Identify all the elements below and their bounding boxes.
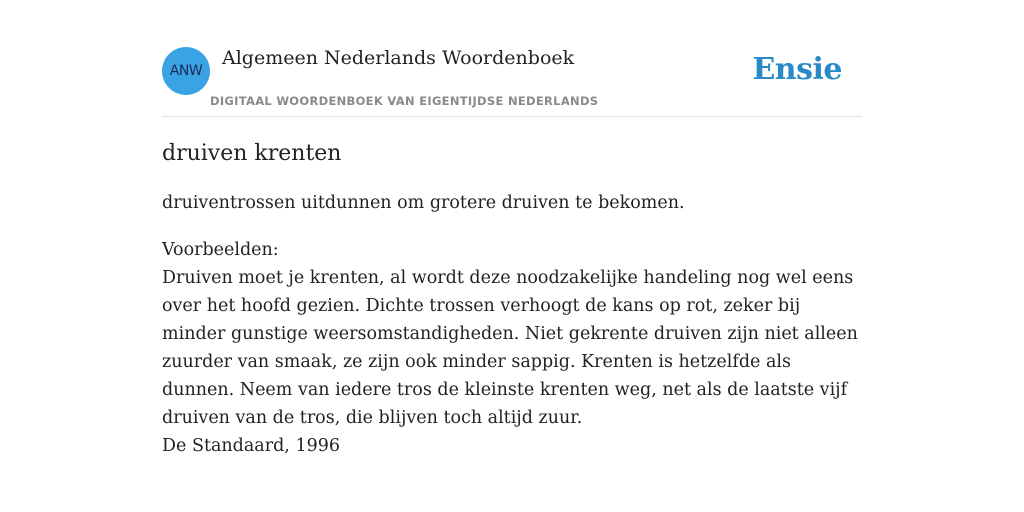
entry-definition: druiventrossen uitdunnen om grotere druiven te bekomen.	[162, 193, 685, 213]
example-source: De Standaard, 1996	[162, 436, 340, 456]
site-subtitle: DIGITAAL WOORDENBOEK VAN EIGENTIJDSE NEDERLANDS	[210, 94, 599, 108]
example-text: Druiven moet je krenten, al wordt deze noodzakelijke handeling nog wel eens over het hoofd gezien. Dichte trossen verhoogt de kans op rot, zeker bij minder gunstige weersomstandigheden. Niet gekrente druiven zijn niet alleen zuurder van smaak, ze zijn ook minder sappig. Krenten is hetzelfde als dunnen. Neem van iedere tros de kleinste krenten weg, net als de laatste vijf druiven van de tros, die blijven toch altijd zuur.	[162, 268, 858, 428]
examples-label: Voorbeelden:	[162, 240, 279, 260]
ensie-brand-logo[interactable]: Ensie	[752, 52, 842, 87]
entry-headword: druiven krenten	[162, 141, 342, 166]
examples-section	[162, 236, 862, 460]
site-header	[162, 44, 862, 117]
site-title[interactable]: Algemeen Nederlands Woordenboek	[222, 47, 575, 69]
anw-logo[interactable]	[162, 47, 210, 95]
entry-content	[162, 138, 862, 460]
logo-text: ANW	[169, 63, 203, 79]
